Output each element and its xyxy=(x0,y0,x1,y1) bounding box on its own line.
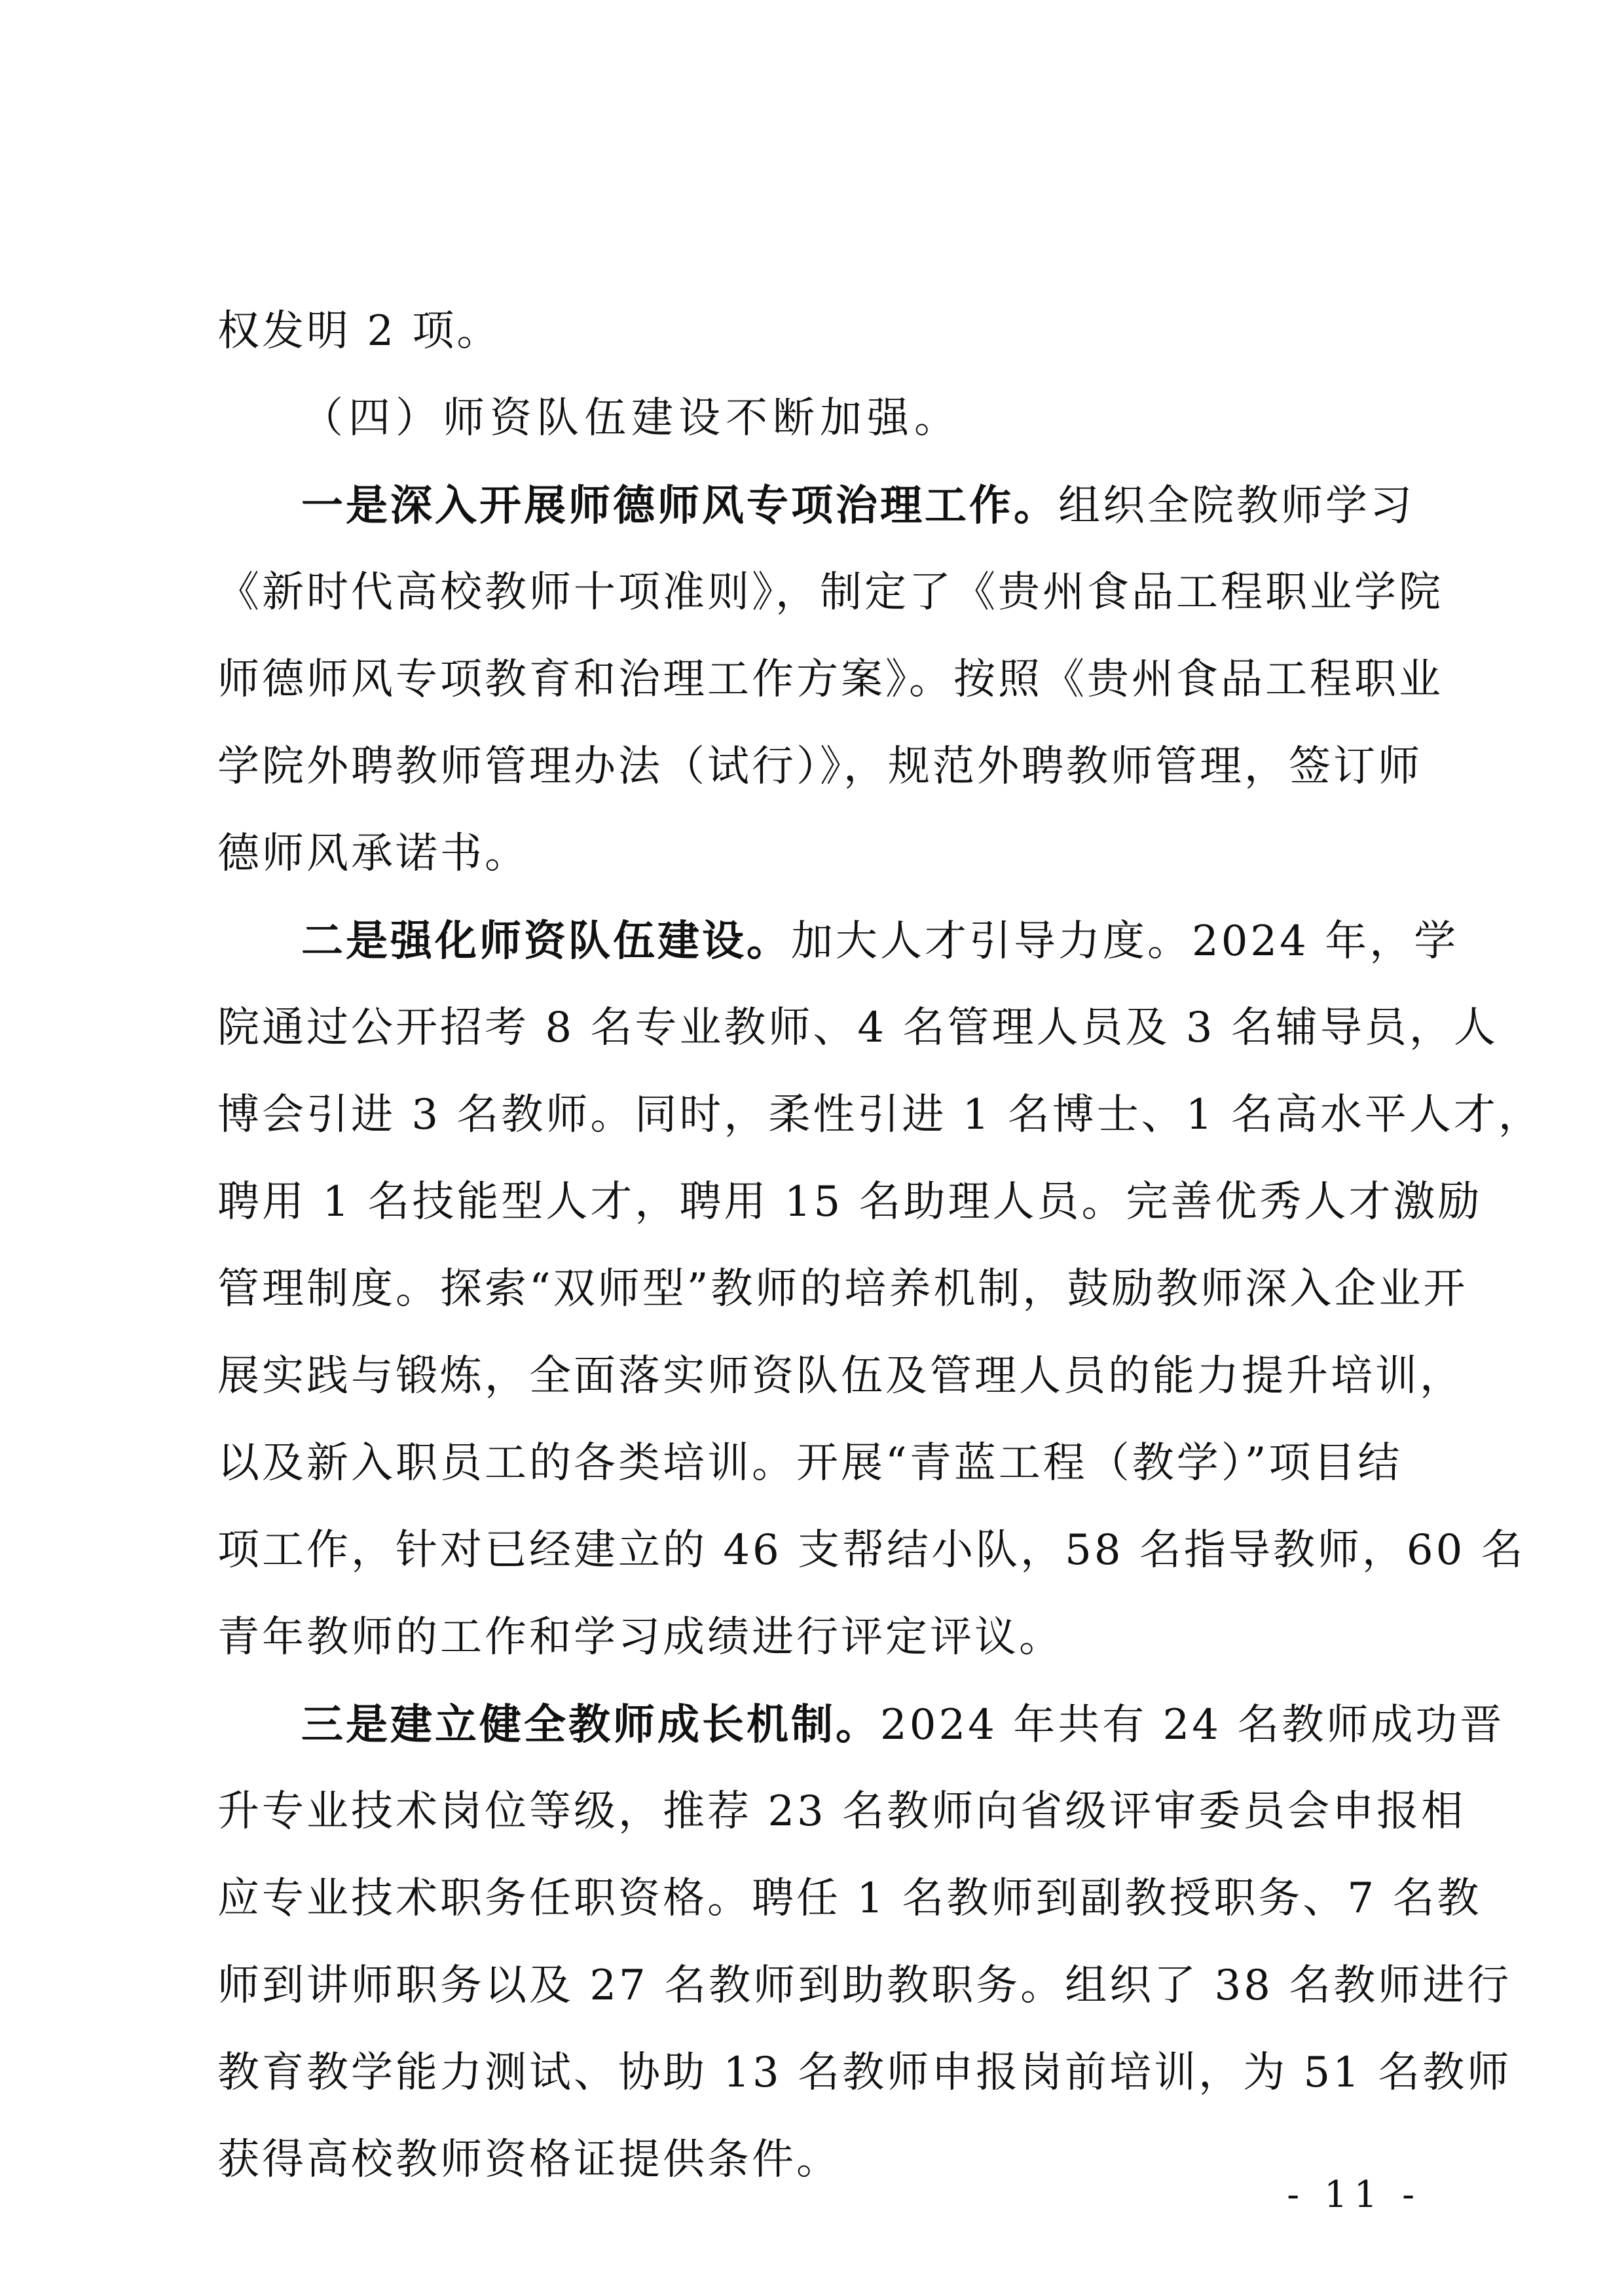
paragraph-line xyxy=(217,2030,1512,2117)
paragraph-line xyxy=(217,1159,1483,1246)
section-heading xyxy=(217,375,1422,462)
paragraph-line xyxy=(217,1420,1422,1507)
text-line: 展实践与锻炼，全面落实师资队伍及管理人员的能力提升培训， xyxy=(217,1352,1464,1400)
paragraph-line xyxy=(217,2117,1422,2204)
paragraph-line xyxy=(217,1768,1466,1855)
paragraph-line xyxy=(217,723,1422,811)
text-line: 升专业技术岗位等级，推荐 23 名教师向省级评审委员会申报相 xyxy=(217,1787,1466,1836)
text-line: 2024 年共有 24 名教师成功晋 xyxy=(880,1701,1505,1749)
text-line: 师德师风专项教育和治理工作方案》。按照《贵州食品工程职业 xyxy=(217,655,1443,704)
text-line: 以及新入职员工的各类培训。开展“青蓝工程（教学）”项目结 xyxy=(217,1439,1403,1487)
section-heading-text: （四）师资队伍建设不断加强。 xyxy=(301,394,961,443)
document-body xyxy=(217,288,1543,2204)
paragraph-line xyxy=(217,636,1443,723)
paragraph-first-line xyxy=(217,1681,1505,1768)
text-line: 权发明 2 项。 xyxy=(217,307,502,355)
paragraph-line xyxy=(217,1855,1482,1942)
paragraph-first-line xyxy=(217,462,1422,549)
text-line: 博会引进 3 名教师。同时，柔性引进 1 名博士、1 名高水平人才， xyxy=(217,1091,1543,1139)
paragraph-line xyxy=(217,985,1498,1072)
paragraph-line xyxy=(217,1246,1468,1333)
text-line: 教育教学能力测试、协助 13 名教师申报岗前培训，为 51 名教师 xyxy=(217,2049,1512,2097)
text-line: 组织全院教师学习 xyxy=(1058,482,1414,530)
text-line: 德师风承诺书。 xyxy=(217,829,529,878)
text-line: 管理制度。探索“双师型”教师的培养机制，鼓励教师深入企业开 xyxy=(217,1265,1468,1313)
paragraph-line xyxy=(217,1942,1512,2030)
text-line: 应专业技术职务任职资格。聘任 1 名教师到副教授职务、7 名教 xyxy=(217,1874,1482,1923)
text-line: 聘用 1 名技能型人才，聘用 15 名助理人员。完善优秀人才激励 xyxy=(217,1178,1483,1226)
text-line: 项工作，针对已经建立的 46 支帮结小队，58 名指导教师，60 名 xyxy=(217,1526,1526,1575)
paragraph-line xyxy=(217,1594,1422,1681)
text-line: 《新时代高校教师十项准则》，制定了《贵州食品工程职业学院 xyxy=(217,568,1443,617)
text-line: 加大人才引导力度。2024 年，学 xyxy=(791,917,1459,966)
text-line: 青年教师的工作和学习成绩进行评定评议。 xyxy=(217,1613,1063,1662)
paragraph-line xyxy=(217,1072,1543,1159)
paragraph-continuation xyxy=(217,288,1422,375)
paragraph-lead: 二是强化师资队伍建设。 xyxy=(301,917,791,966)
paragraph-line xyxy=(217,1507,1526,1594)
page-number: - 11 - xyxy=(1287,2174,1421,2216)
text-line: 获得高校教师资格证提供条件。 xyxy=(217,2136,841,2184)
text-line: 学院外聘教师管理办法（试行）》，规范外聘教师管理，签订师 xyxy=(217,742,1422,791)
paragraph-first-line xyxy=(217,898,1459,985)
paragraph-lead: 一是深入开展师德师风专项治理工作。 xyxy=(301,481,1058,530)
paragraph-line xyxy=(217,1333,1464,1420)
paragraph-line xyxy=(217,811,1422,898)
paragraph-line xyxy=(217,549,1443,636)
text-line: 院通过公开招考 8 名专业教师、4 名管理人员及 3 名辅导员，人 xyxy=(217,1004,1498,1052)
text-line: 师到讲师职务以及 27 名教师到助教职务。组织了 38 名教师进行 xyxy=(217,1961,1512,2010)
paragraph-lead: 三是建立健全教师成长机制。 xyxy=(301,1700,880,1749)
